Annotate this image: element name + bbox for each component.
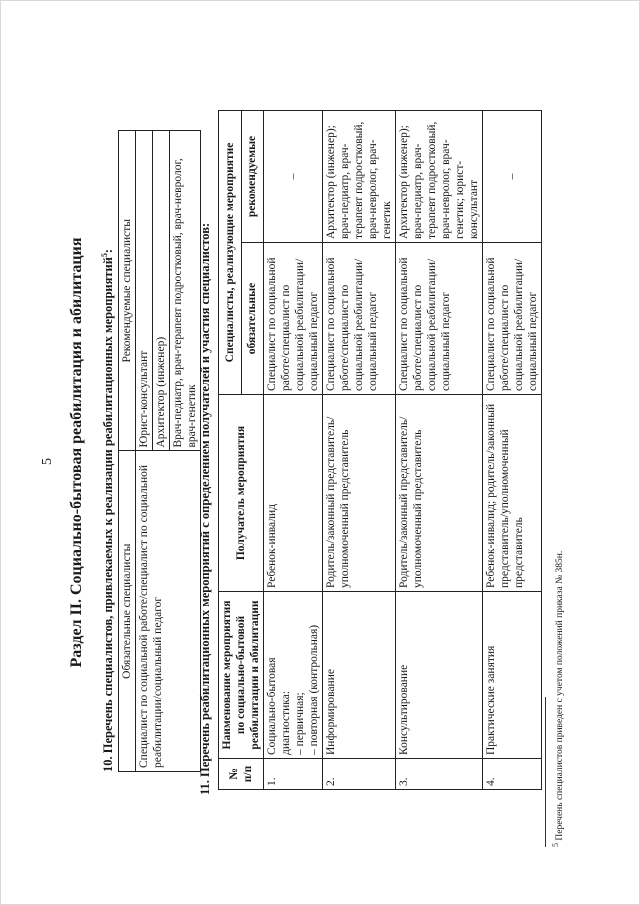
row-recipient: Ребенок-инвалид [264, 395, 323, 592]
row-recommended: – [264, 111, 323, 243]
header-recommended: рекомендуемые [241, 111, 264, 243]
row-name: Консультирование [396, 592, 483, 759]
header-num: № п/п [219, 759, 264, 790]
header-recipient: Получатель мероприятия [219, 395, 264, 592]
col-recommended-header: Рекомендуемые специалисты [119, 131, 136, 452]
row-recommended: – [483, 111, 542, 243]
table-row [396, 111, 483, 790]
row-recommended: Архитектор (инженер); врач-педиатр, врач-терапевт подростковый, врач-невролог, врач-генетик [323, 111, 396, 243]
recommended-specialist: Врач-педиатр, врач-терапевт подростковый, врач-невролог, врач-генетик [170, 131, 201, 452]
row-name: Информирование [323, 592, 396, 759]
header-name: Наименование мероприятия по социально-бытовой реабилитации и абилитации [219, 592, 264, 759]
table-row [323, 111, 396, 790]
header-specialists: Специалисты, реализующие мероприятие [219, 111, 242, 395]
header-required: обязательные [241, 243, 264, 395]
row-required: Специалист по социальной работе/специалист по социальной реабилитации/социальный педагог [323, 243, 396, 395]
recommended-specialist: Юрист-консультант [136, 131, 153, 452]
row-num: 4. [483, 759, 542, 790]
row-num: 1. [264, 759, 323, 790]
row-num: 3. [396, 759, 483, 790]
row-required: Специалист по социальной работе/специалист по социальной реабилитации/социальный педагог [396, 243, 483, 395]
section-10-heading: 10. Перечень специалистов, привлекаемых к реализации реабилитационных мероприятий$^5$: [100, 248, 116, 772]
page-number: 5 [40, 458, 55, 465]
row-num: 2. [323, 759, 396, 790]
section-title: Раздел II. Социально-бытовая реабилитация и абилитация [68, 237, 85, 668]
footnote-divider [545, 697, 546, 847]
col-required-header: Обязательные специалисты [119, 451, 136, 772]
row-recipient: Родитель/законный представитель/уполномоченный представитель [396, 395, 483, 592]
footnote: $^5$ Перечень специалистов приведен с учетом положений приказа № 385н. [551, 550, 566, 847]
required-specialists-cell: Специалист по социальной работе/специалист по социальной реабилитации/социальный педагог [136, 451, 201, 772]
measures-table [218, 110, 542, 790]
row-required: Специалист по социальной работе/специалист по социальной реабилитации/социальный педагог [264, 243, 323, 395]
specialists-table [118, 130, 201, 772]
section-11-heading: 11. Перечень реабилитационных мероприятий с определением получателей и участия специалистов: [198, 222, 212, 795]
row-name: Социально-бытовая диагностика: – первичная; – повторная (контрольная) [264, 592, 323, 759]
row-required: Специалист по социальной работе/специалист по социальной реабилитации/социальный педагог [483, 243, 542, 395]
row-recipient: Родитель/законный представитель/уполномоченный представитель [323, 395, 396, 592]
row-recommended: Архитектор (инженер); врач-педиатр, врач-терапевт подростковый, врач-невролог, врач-генетик; юрист-консультант [396, 111, 483, 243]
recommended-specialist: Архитектор (инженер) [153, 131, 170, 452]
row-recipient: Ребенок-инвалид; родитель/законный представитель/уполномоченный представитель [483, 395, 542, 592]
table-row [483, 111, 542, 790]
table-row [264, 111, 323, 790]
row-name: Практические занятия [483, 592, 542, 759]
